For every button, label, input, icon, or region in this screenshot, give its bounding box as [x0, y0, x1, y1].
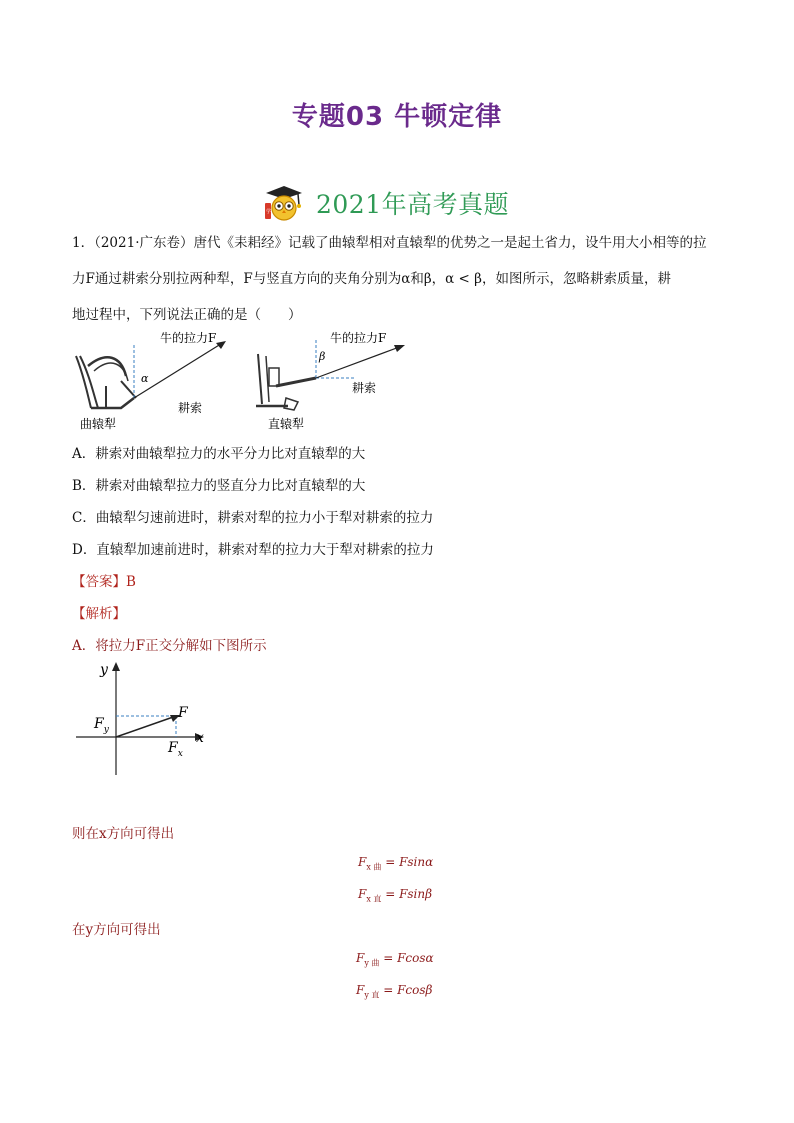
fy-sub: y [103, 725, 109, 735]
analysis-label: 【解析】 [72, 606, 126, 622]
straight-angle-label: β [319, 350, 326, 363]
svg-text:Fy [93, 716, 110, 735]
force-decomposition-figure [72, 660, 222, 780]
answer [72, 570, 136, 590]
question-line-1: 1．（2021·广东卷）唐代《耒耜经》记载了曲辕犁相对直辕犁的优势之一是起土省力，设牛用大小相等的拉 [72, 235, 707, 251]
option-d: D．直辕犁加速前进时，耕索对犁的拉力大于犁对耕索的拉力 [72, 542, 434, 558]
curved-rope-label: 耕索 [178, 401, 203, 415]
straight-plough-caption: 直辕犁 [268, 417, 305, 431]
equation-fx-curved: $F_{x 曲} = Fsin\alpha$ [358, 855, 434, 872]
option-a: A．耕索对曲辕犁拉力的水平分力比对直辕犁的大 [72, 446, 366, 462]
svg-text:学: 学 [266, 209, 272, 215]
equation-fy-straight: $F_{y 直} = Fcos\beta$ [356, 983, 433, 1000]
straight-plough-diagram [256, 330, 405, 431]
question-line-3: 地过程中，下列说法正确的是（ ） [72, 307, 302, 323]
y-direction-text: 在y方向可得出 [72, 922, 161, 938]
answer-value: B [126, 574, 136, 590]
graduate-owl-icon [262, 183, 306, 223]
straight-force-label: 牛的拉力F [330, 331, 387, 345]
straight-rope-label: 耕索 [352, 381, 377, 395]
curved-force-label: 牛的拉力F [160, 331, 217, 345]
svg-text:Fx [167, 740, 183, 759]
fx-sub: x [177, 749, 183, 759]
question-line-2: 力F通过耕索分别拉两种犁，F与竖直方向的夹角分别为α和β，α < β，如图所示，忽略耕索质量，耕 [72, 271, 671, 287]
section-header [262, 183, 509, 223]
x-direction-text: 则在x方向可得出 [72, 826, 175, 842]
section-title: 2021年高考真题 [316, 190, 510, 219]
curved-plough-caption: 曲辕犁 [80, 417, 117, 431]
page-title: 专题03 牛顿定律 [291, 102, 503, 132]
curved-plough-diagram [76, 330, 226, 431]
force-f-label: F [178, 705, 188, 721]
answer-label: 【答案】 [72, 574, 126, 590]
analysis-step-a: A．将拉力F正交分解如下图所示 [72, 638, 267, 654]
fx-label: F [168, 740, 178, 756]
option-c: C．曲辕犁匀速前进时，耕索对犁的拉力小于犁对耕索的拉力 [72, 510, 434, 526]
y-axis-label: y [100, 662, 108, 678]
equation-fy-curved: $F_{y 曲} = Fcos\alpha$ [356, 951, 434, 968]
equation-fx-straight: $F_{x 直} = Fsin\beta$ [358, 887, 433, 904]
fy-label: F [94, 716, 104, 732]
option-b: B．耕索对曲辕犁拉力的竖直分力比对直辕犁的大 [72, 478, 366, 494]
curved-angle-label: α [141, 372, 149, 385]
plough-figure [66, 326, 426, 436]
x-axis-label: x [196, 730, 204, 746]
